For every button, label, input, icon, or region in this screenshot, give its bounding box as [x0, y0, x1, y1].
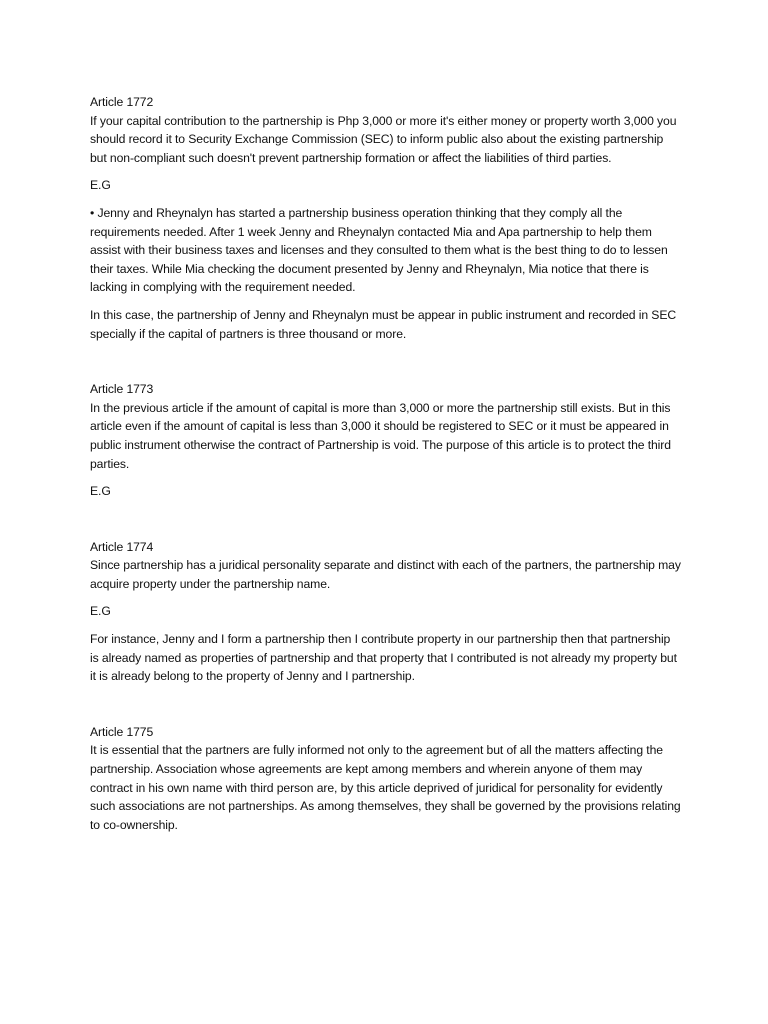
- paragraph: It is essential that the partners are fully informed not only to the agreement but of all the matters affecting the partnership. Association whose agreements are kept among members and wherein anyone of them may contract in his own name with third person are, by this article deprived of juridical for personality for evidently such associations are not partnerships. As among themselves, they shall be governed by the provisions relating to co-ownership.: [90, 743, 681, 832]
- section-spacer: [90, 352, 682, 380]
- section-spacer: [90, 510, 682, 538]
- section-article-1774: [90, 538, 682, 686]
- paragraph: Since partnership has a juridical personality separate and distinct with each of the partners, the partnership may acquire property under the partnership name.: [90, 558, 681, 591]
- section-heading: Article 1774: [90, 539, 154, 554]
- example-label: E.G: [90, 178, 111, 193]
- section-spacer: [90, 695, 682, 723]
- document-body: [90, 93, 682, 843]
- section-heading: Article 1773: [90, 382, 154, 397]
- section-heading: Article 1775: [90, 724, 154, 739]
- section-article-1773: [90, 380, 682, 501]
- paragraph: If your capital contribution to the partnership is Php 3,000 or more it's either money or property worth 3,000 you should record it to Security Exchange Commission (SEC) to inform public also about the existing partnership but non-compliant such doesn't prevent partnership formation or affect the liabilities of third parties.: [90, 113, 677, 165]
- section-article-1775: [90, 723, 682, 835]
- example-label: E.G: [90, 484, 111, 499]
- section-article-1772: [90, 93, 682, 343]
- example-label: E.G: [90, 604, 111, 619]
- paragraph: In the previous article if the amount of capital is more than 3,000 or more the partnership still exists. But in this article even if the amount of capital is less than 3,000 it should be registered to SEC or it must be appeared in public instrument otherwise the contract of Partnership is void. The purpose of this article is to protect the third parties.: [90, 400, 671, 471]
- paragraph: For instance, Jenny and I form a partnership then I contribute property in our partnership then that partnership is already named as properties of partnership and that property that I contributed is not already my property but it is already belong to the property of Jenny and I partnership.: [90, 632, 677, 684]
- paragraph: In this case, the partnership of Jenny and Rheynalyn must be appear in public instrument and recorded in SEC specially if the capital of partners is three thousand or more.: [90, 307, 677, 341]
- section-heading: Article 1772: [90, 95, 154, 109]
- paragraph: • Jenny and Rheynalyn has started a partnership business operation thinking that they comply all the requirements needed. After 1 week Jenny and Rheynalyn contacted Mia and Apa partnership to help them assist with their business taxes and licenses and they consulted to them what is the best thing to do to lessen their taxes. While Mia checking the document presented by Jenny and Rheynalyn, Mia notice that there is lacking in complying with the requirement needed.: [90, 205, 668, 295]
